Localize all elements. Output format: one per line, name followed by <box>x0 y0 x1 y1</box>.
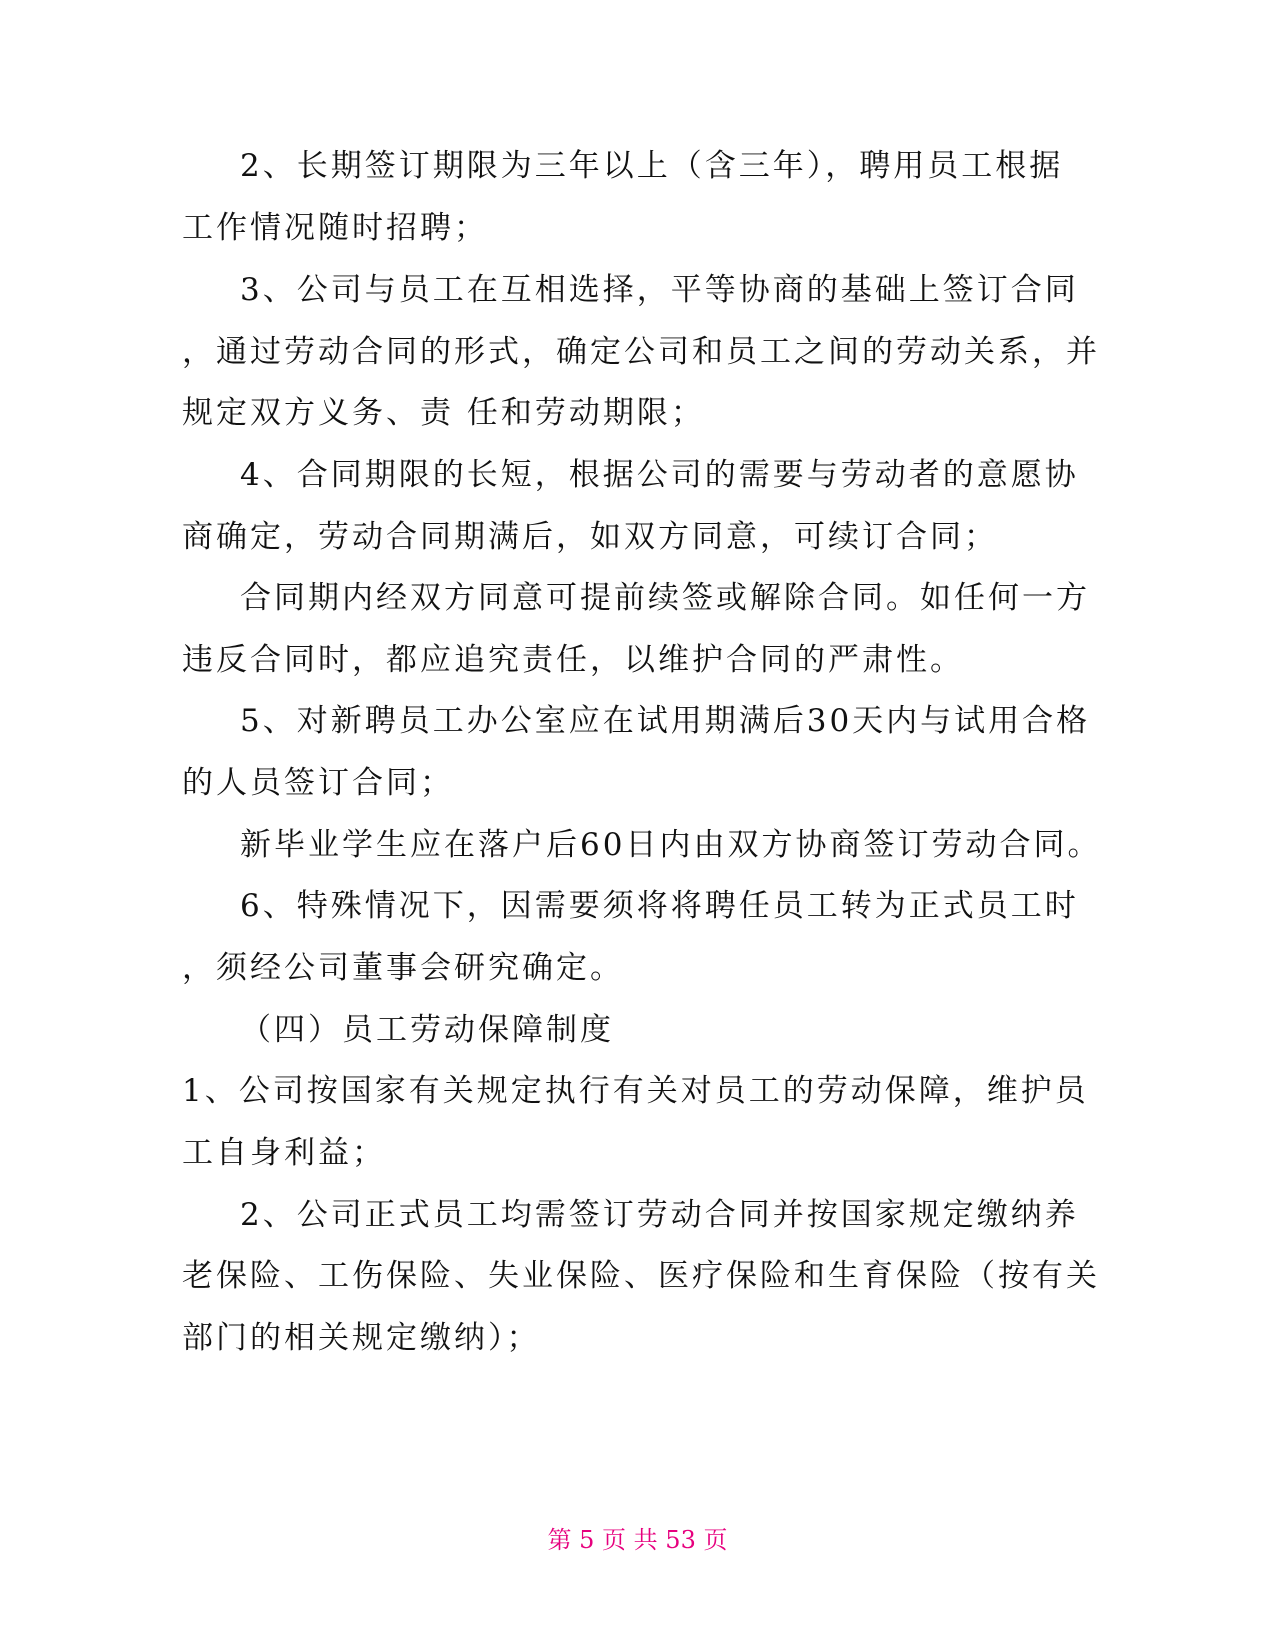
paragraph-line: 工自身利益； <box>182 1135 386 1171</box>
paragraph-line: 规定双方义务、责 任和劳动期限； <box>182 395 705 431</box>
section-heading: （四）员工劳动保障制度 <box>240 1012 614 1048</box>
paragraph-line: 1、公司按国家有关规定执行有关对员工的劳动保障，维护员 <box>182 1073 1089 1109</box>
paragraph-line: 5、对新聘员工办公室应在试用期满后30天内与试用合格 <box>240 703 1091 739</box>
paragraph-line: ，通过劳动合同的形式，确定公司和员工之间的劳动关系，并 <box>182 334 1100 370</box>
paragraph-line: 工作情况随时招聘； <box>182 210 488 246</box>
paragraph-line: 3、公司与员工在互相选择，平等协商的基础上签订合同 <box>240 272 1079 308</box>
paragraph-line: 2、长期签订期限为三年以上（含三年），聘用员工根据 <box>240 148 1064 184</box>
paragraph-line: 部门的相关规定缴纳）； <box>182 1320 541 1356</box>
paragraph-line: 老保险、工伤保险、失业保险、医疗保险和生育保险（按有关 <box>182 1258 1100 1294</box>
paragraph-line: 违反合同时，都应追究责任，以维护合同的严肃性。 <box>182 642 964 678</box>
paragraph-line: 2、公司正式员工均需签订劳动合同并按国家规定缴纳养 <box>240 1197 1079 1233</box>
paragraph-line: 合同期内经双方同意可提前续签或解除合同。如任何一方 <box>240 580 1090 616</box>
paragraph-line: 新毕业学生应在落户后60日内由双方协商签订劳动合同。 <box>240 827 1102 863</box>
page-number-footer: 第 5 页 共 53 页 <box>547 1526 728 1554</box>
paragraph-line: 商确定，劳动合同期满后，如双方同意，可续订合同； <box>182 519 998 555</box>
paragraph-line: 4、合同期限的长短，根据公司的需要与劳动者的意愿协 <box>240 457 1079 493</box>
paragraph-line: ，须经公司董事会研究确定。 <box>182 950 624 986</box>
paragraph-line: 的人员签订合同； <box>182 765 454 801</box>
paragraph-line: 6、特殊情况下，因需要须将将聘任员工转为正式员工时 <box>240 888 1079 924</box>
